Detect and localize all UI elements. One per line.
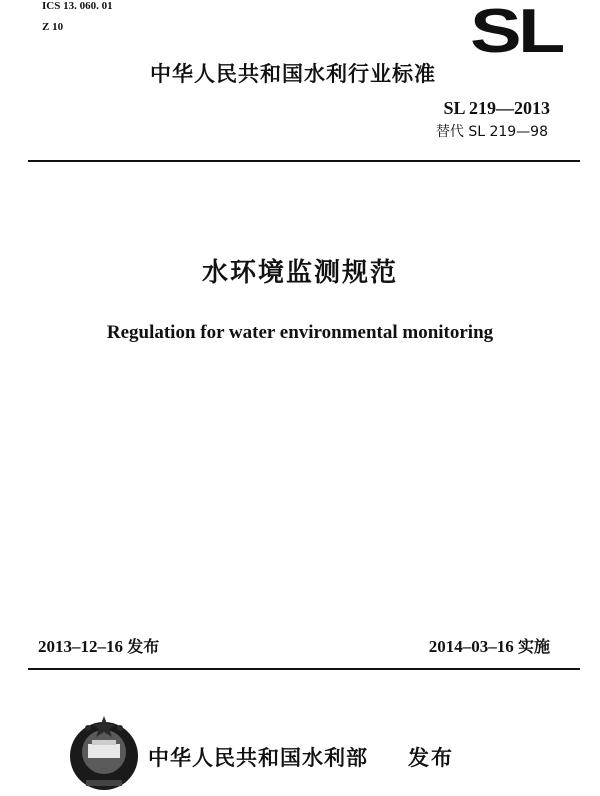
implement-label: 实施 <box>517 637 550 656</box>
title-chinese: 水环境监测规范 <box>201 258 398 288</box>
publisher-name: 中华人民共和国水利部 <box>148 746 368 770</box>
classification-code: Z 10 <box>42 21 64 33</box>
ics-code: ICS 13. 060. 01 <box>42 0 113 12</box>
standard-number: SL 219—2013 <box>443 98 550 118</box>
issue-label: 发布 <box>127 637 160 656</box>
standard-type: 中华人民共和国水利行业标准 <box>150 62 436 86</box>
implement-date-line <box>429 634 550 657</box>
issue-date-line <box>38 634 159 657</box>
implement-date: 2014–03–16 <box>428 637 514 656</box>
title-english: Regulation for water environmental monitoring <box>106 322 494 343</box>
bottom-divider <box>28 668 580 670</box>
national-emblem-icon <box>66 710 142 792</box>
top-divider <box>28 160 580 162</box>
issue-date: 2013–12–16 <box>38 637 123 656</box>
sl-logo: SL <box>470 0 562 66</box>
publish-label: 发布 <box>408 746 454 770</box>
replaces-note: 替代 SL 219—98 <box>435 124 548 140</box>
